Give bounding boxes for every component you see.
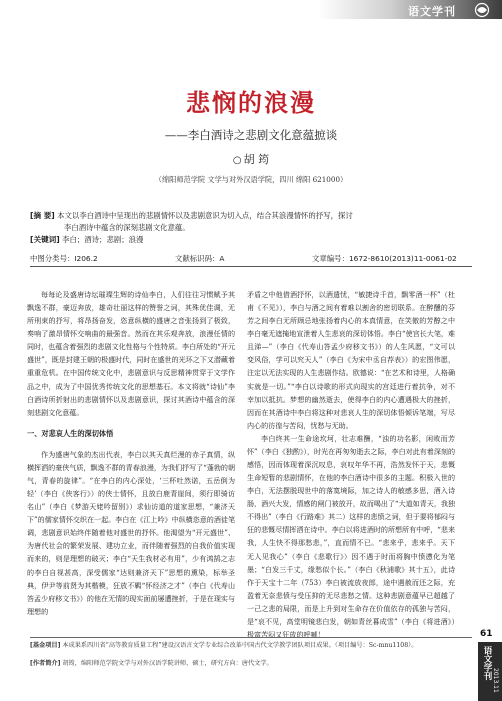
article-subtitle: ——李白酒诗之悲剧文化意蕴摭谈	[164, 128, 338, 142]
bio-label: [作者简介]	[30, 660, 61, 667]
document-code: 文献标识码：A	[175, 254, 225, 263]
clc-number: 中图分类号：I206.2	[30, 254, 98, 263]
bio-text: 胡筠，绵阳师范学院文学与对外汉语学院讲师，硕士，研究方向：唐代文学。	[62, 660, 273, 667]
paragraph: 作为盛唐气象的杰出代表，李白以其天真烂漫的赤子真情，纵横挥洒的豪侠气质，飘逸不群的青春浪漫，为我们抒写了“蓬勃的朝气，青春的旋律”。“在李白的内心深处，‘三杯吐然诺，五岳倒为轻’（李白《侠客行》）的侠士情怀，且放白鹿青崖间，须行即骑访名山”（李白《梦游天姥吟留别》）求仙访道的道家思想，“兼济天下”的儒家情怀交织在一起。李白在《江上吟》中纵横恣意的酒徒笔调，悲剧意识始终伴随着他对盛世的抒怀。他渴望为“开元盛世”、为唐代社会的繁荣发展、建功立业，而伴随着强烈的自我价值实现而来的，则是理想的破灭；李白“天生我材必有用”，少有鸿鹄之志的李白自视甚高，深受儒家“达则兼济天下”思想的熏染，标举圣典，伊尹等前贤为其楷模，狂放不羁“怀经济之才”（李白《代寿山答孟少府移文书》）的他在无情的现实面前屡遭挫折，于是在现实与理想的	[27, 449, 235, 616]
abstract-line-2	[30, 222, 472, 234]
keywords-text: 李白；酒诗；悲剧；浪漫	[62, 235, 144, 244]
abstract-text-2: 李白酒诗中蕴含的深刻悲剧文化意蕴。	[64, 223, 190, 232]
keywords-line	[30, 234, 472, 246]
fund-footnote	[30, 641, 470, 650]
body-column-left	[27, 288, 235, 618]
article-title: 悲悯的浪漫	[186, 89, 316, 117]
page-number: 61	[480, 629, 493, 639]
abstract-label: [摘 要]	[30, 211, 55, 220]
journal-seal-icon	[468, 2, 496, 18]
paragraph: 李白终其一生命途坎坷，壮志难酬，“浊的功名影，闲败而芳怀”（李白《独酌》），时光在再匆匆逝去之际，李白对此有着深刻的感悟，因而体现着深沉叹息，哀叹年华不再，浩然发怀于天，悲慨生命短暂的悲剧情怀，在他的李白酒诗中很多的主题。积极入世的李白，无法摆脱现世中的落寞境际，加之诗人的敏感多思，酒入诗肠，酒兴大发，情感的闸门被放开，故而喝出了“大道如青天，我独不得出”（李白《行路难》其二）这样的悲愤之词，但于要将郁闷与狂的悲慨尽情挥洒在诗中。李白以将进酒时的所想所有中呼，“悲来我，人生快不得那愁悲，”，直而情不已。“悲来乎，悲来乎。天下无人见我心”（李白《悲歌行》）因不遇于时而将胸中愤懑化为笔墨；“白发三千丈，缘愁似个长。”（李白《秋浦歌》其十五），此诗作于天宝十二年（753）李白被流放夜郎，途中遇赦而还之际，充盈着无奈悲愤与受压抑的无尽悲愁之情。这种悲剧意蕴早已超越了一己之悲的局限，而是上升到对生命存在价值依存的孤独与苦闷，是“哀不见，高堂明镜悲白发，朝如青丝暮成雪”（李白《将进酒》）极富苦闷又狂放的呼喊！	[247, 433, 455, 640]
article-number: 文章编号：1672-8610(2013)11-0061-02	[312, 254, 457, 263]
abstract-text-1: 本文以李白酒诗中呈现出的悲剧情怀以及悲剧意识为切入点，结合其浪漫情怀的抒写，探讨	[57, 211, 353, 220]
author-marker-icon: ○	[232, 155, 242, 166]
author-affiliation: （绵阳师范学院 文学与对外汉语学院，四川 绵阳 621000）	[154, 175, 348, 184]
keywords-label: [关键词]	[30, 235, 60, 244]
side-issue-number: 2013.11	[492, 668, 499, 693]
side-journal-title: 语文学刊	[482, 646, 492, 680]
body-column-right	[247, 288, 455, 641]
fund-label: [基金项目]	[30, 642, 61, 649]
journal-name: 语文学刊	[408, 5, 456, 18]
abstract-line-1	[30, 210, 472, 222]
paragraph: 每每论及盛唐诗坛璀璨生辉的诗仙李白，人们往往习惯赋予其飘逸不群，豪迈奔放，雄奇壮丽这样的赞誉之词，其殊优佳调，无所刑束的抒写，将昂扬奋发，恣意纵横的盛唐之音张扬到了极致，奏响了激昂情怀交响曲的最强音。然而在其乐观奔放，浪漫任情的同时，也蕴含着强烈的悲剧文化性格与个性特质。李白所处的“开元盛世”，既是封建王朝的极盛时代，同时在盛世的光环之下又潜藏着重重危机。在中国传统文化中，悲剧意识与反思精神贯穿于文学作品之中，成为了中国优秀传统文化的思想基石。本文将就“诗仙”李白酒诗所折射出的悲剧情怀以及悲剧意识，探讨其酒诗中蕴含的深刻悲剧文化意蕴。	[27, 290, 235, 417]
abstract-section	[30, 210, 472, 246]
paragraph: 矛盾之中他借酒抒怀，以酒遣忧，“敏捷诗千首，飘零酒一杯”（杜甫《不见》），李白与酒之间有着难以割舍的密切联系。在醉醺的芬芳之间李白无所顾忌地张扬着内心的本真情意，在笑傲的芳醇之中李白毫无遮掩地宣泄着人生悲哀的深切体悟。李白“使宫长大笔，难且涕—”（李白《代寿山答孟少府移文书》）的人生风愿，“文可以变风俗，学可以究天人”（李白《为宋中丞自荐表》）的宏图伟愿，注定以无法实现的人生悲剧作结。欧德说：“在艺术和诗里，人格确实就是一切。”“李白以诗歌的形式向现实的宫廷进行着抗争，对不幸加以抵抗。梦想的幽然逝去，使得李白的内心遭遇极大的挫折，因而在其酒诗中李白将这种对悲哀人生的深切体悟倾诉笔端，写尽内心的彷徨与苦闷，忧愁与无助。	[247, 290, 455, 430]
fund-text: 本成果系四川省“高等教育质量工程”建设汉语言文学专业综合改革中国古代文学教学团队项目成果。（项目编号：Sc-mnu1108）。	[62, 642, 418, 649]
author-bio-footnote	[30, 659, 470, 668]
author-line	[0, 151, 502, 167]
divider-rule	[30, 266, 472, 267]
footnote-divider	[30, 637, 472, 638]
section-heading: 一、对悲哀人生的深切体悟	[27, 428, 114, 438]
author-name: 胡 筠	[243, 153, 270, 166]
